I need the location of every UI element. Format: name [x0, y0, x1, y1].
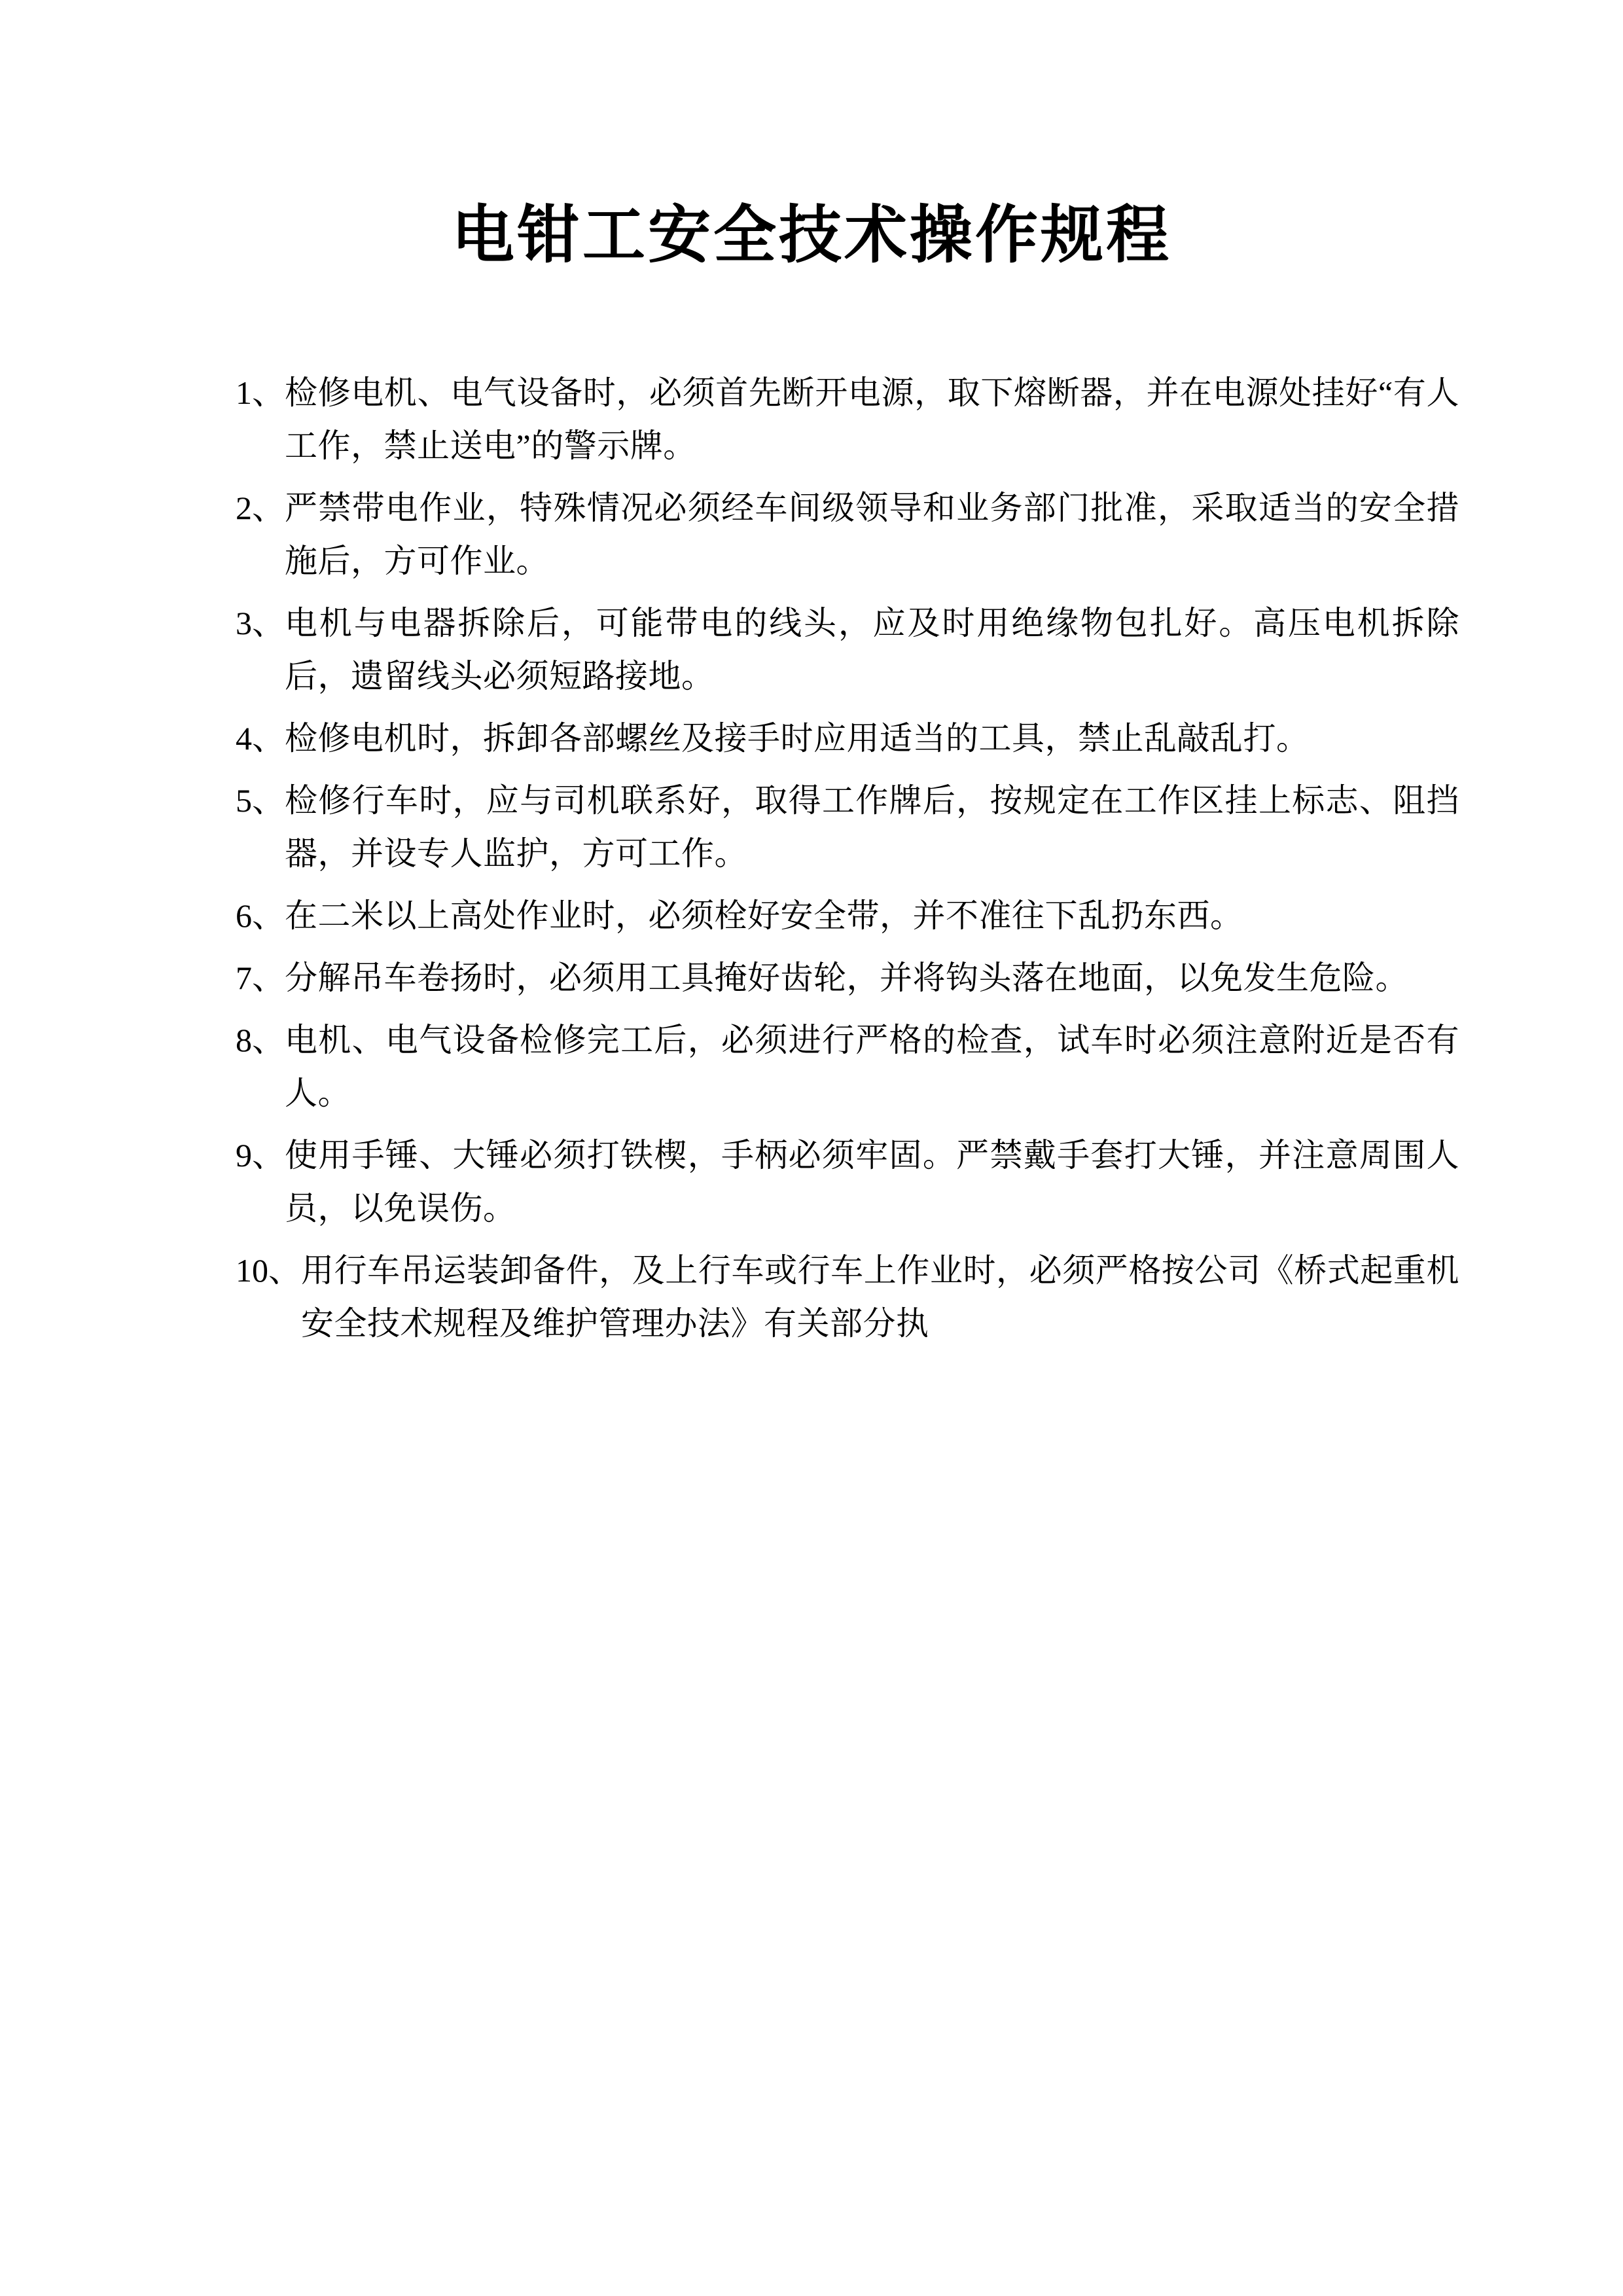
rule-text: 用行车吊运装卸备件，及上行车或行车上作业时，必须严格按公司《桥式起重机安全技术规程及维护管理办法》有关部分执	[301, 1252, 1459, 1342]
list-item	[164, 482, 1459, 588]
list-item	[164, 1014, 1459, 1120]
list-item	[164, 774, 1459, 880]
rule-text: 使用手锤、大锤必须打铁楔，手柄必须牢固。严禁戴手套打大锤，并注意周围人员，以免误伤。	[285, 1137, 1459, 1227]
rule-text: 分解吊车卷扬时，必须用工具掩好齿轮，并将钩头落在地面，以免发生危险。	[285, 960, 1408, 996]
rule-number: 6、	[236, 897, 285, 934]
rule-number: 10、	[236, 1252, 301, 1289]
list-item	[164, 889, 1459, 942]
rule-number: 8、	[236, 1022, 285, 1058]
rule-text: 电机、电气设备检修完工后，必须进行严格的检查，试车时必须注意附近是否有人。	[285, 1022, 1459, 1111]
rule-text: 检修电机时，拆卸各部螺丝及接手时应用适当的工具，禁止乱敲乱打。	[285, 720, 1310, 757]
rule-number: 1、	[236, 374, 285, 411]
list-item	[164, 1129, 1459, 1235]
list-item	[164, 367, 1459, 473]
rule-number: 3、	[236, 605, 285, 641]
rule-text: 严禁带电作业，特殊情况必须经车间级领导和业务部门批准，采取适当的安全措施后，方可作业。	[285, 490, 1459, 579]
rule-text: 在二米以上高处作业时，必须栓好安全带，并不准往下乱扔东西。	[285, 897, 1243, 934]
rule-text: 检修电机、电气设备时，必须首先断开电源，取下熔断器，并在电源处挂好“有人工作，禁止送电”的警示牌。	[285, 374, 1459, 464]
list-item	[164, 952, 1459, 1005]
list-item	[164, 597, 1459, 703]
rules-list	[164, 367, 1459, 1350]
list-item	[164, 712, 1459, 765]
rule-number: 4、	[236, 720, 285, 757]
rule-text: 电机与电器拆除后，可能带电的线头，应及时用绝缘物包扎好。高压电机拆除后，遗留线头必须短路接地。	[285, 605, 1459, 694]
page-title: 电钳工安全技术操作规程	[452, 200, 1171, 270]
rule-number: 2、	[236, 490, 285, 526]
rule-text: 检修行车时，应与司机联系好，取得工作牌后，按规定在工作区挂上标志、阻挡器，并设专人监护，方可工作。	[285, 782, 1459, 872]
rule-number: 5、	[236, 782, 285, 819]
rule-number: 9、	[236, 1137, 285, 1174]
list-item	[164, 1244, 1459, 1350]
rule-number: 7、	[236, 960, 285, 996]
